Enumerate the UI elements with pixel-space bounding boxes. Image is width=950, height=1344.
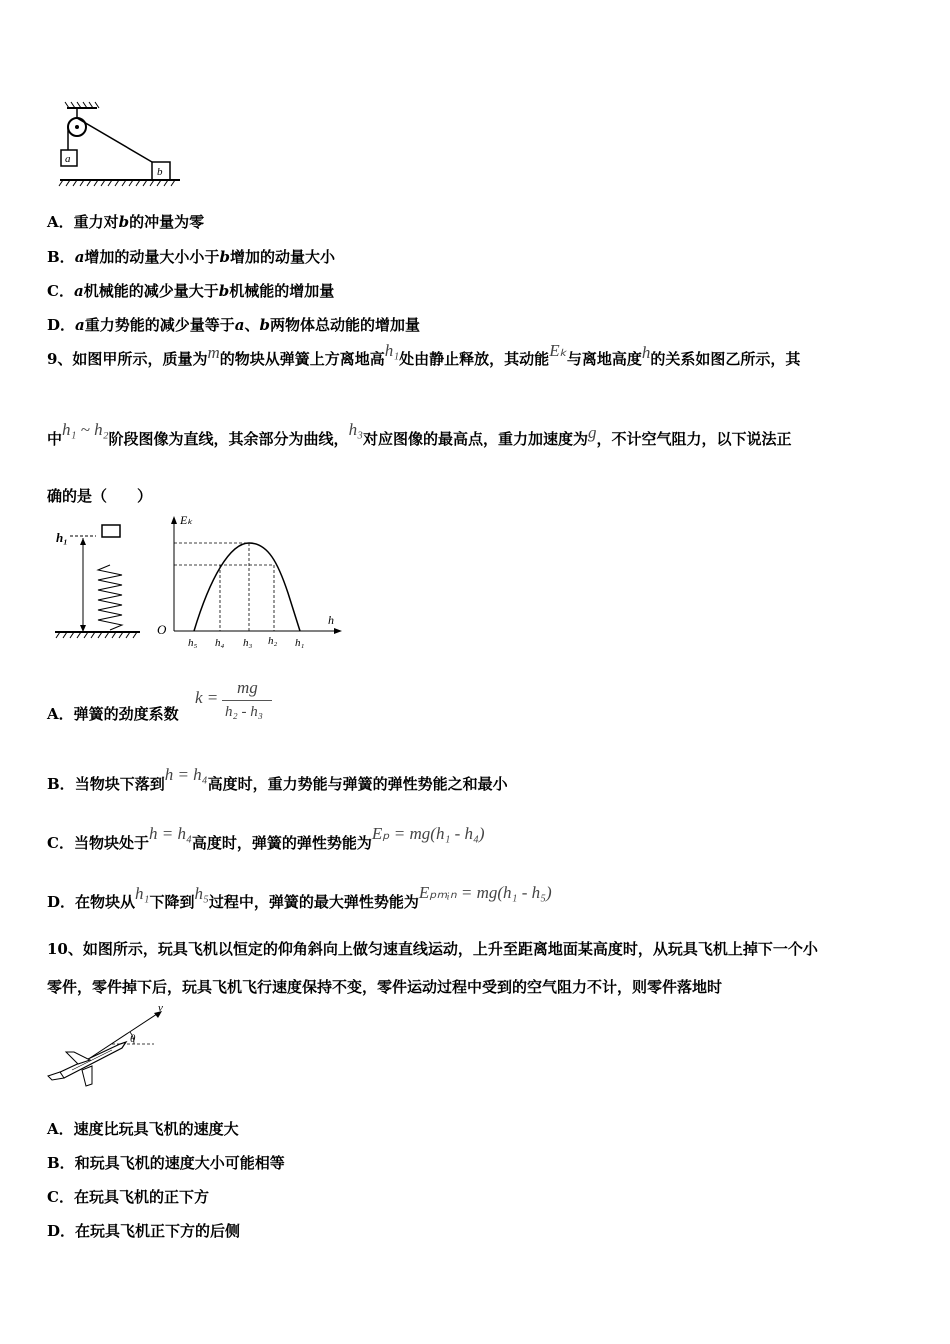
math-range: h₁ ~ h₂ bbox=[62, 420, 109, 439]
toy-plane-figure bbox=[42, 1000, 172, 1092]
stem-text: 处由静止释放，其动能 bbox=[399, 350, 550, 368]
separator: 、 bbox=[244, 316, 260, 334]
math-m: m bbox=[207, 343, 220, 362]
stem-text: 阶段图像为直线，其余部分为曲线， bbox=[108, 430, 349, 448]
option-text: 下降到 bbox=[149, 893, 195, 911]
formula-k bbox=[195, 678, 285, 728]
option-letter: C． bbox=[47, 282, 74, 300]
formula-h-h4: h = h₄ bbox=[148, 824, 192, 843]
formula-h-h4: h = h₄ bbox=[164, 765, 208, 784]
q9-option-a[interactable] bbox=[47, 703, 179, 724]
option-letter: B． bbox=[47, 1154, 75, 1172]
option-text: 高度时，重力势能与弹簧的弹性势能之和最小 bbox=[207, 775, 508, 793]
var-b: b bbox=[218, 282, 230, 300]
option-text: 两物体总动能的增加量 bbox=[270, 316, 421, 334]
var-a: a bbox=[234, 316, 245, 334]
option-text: 在玩具飞机的正下方 bbox=[73, 1188, 209, 1206]
block-a-label: a bbox=[65, 153, 71, 165]
q8-option-a[interactable] bbox=[47, 211, 204, 232]
q10-stem-line1: 10、如图所示，玩具飞机以恒定的仰角斜向上做匀速直线运动，上升至距离地面某高度时，从玩具飞机上掉下一个小 bbox=[47, 940, 818, 958]
q9-stem-line1 bbox=[47, 341, 801, 369]
option-text: 的冲量为零 bbox=[129, 213, 205, 231]
option-text: 在物块从 bbox=[75, 893, 136, 911]
q9-stem-line3: 确的是（ ） bbox=[47, 487, 153, 505]
var-a: a bbox=[73, 282, 84, 300]
tick-h1: h₁ bbox=[295, 637, 305, 649]
option-text: 在玩具飞机正下方的后侧 bbox=[75, 1222, 241, 1240]
option-text: 高度时，弹簧的弹性势能为 bbox=[191, 834, 372, 852]
math-h1: h₁ bbox=[135, 884, 150, 903]
stem-text: 9、如图甲所示，质量为 bbox=[47, 350, 208, 368]
velocity-label: v bbox=[158, 1002, 163, 1014]
option-letter: A． bbox=[47, 213, 74, 231]
q10-option-c[interactable] bbox=[47, 1186, 209, 1207]
pulley-figure bbox=[55, 100, 185, 192]
stem-text: ，不计空气阻力，以下说法正 bbox=[596, 430, 792, 448]
option-letter: C． bbox=[47, 1188, 74, 1206]
tick-h5: h₅ bbox=[188, 637, 198, 649]
option-letter: A． bbox=[47, 1120, 74, 1138]
math-h5: h₅ bbox=[194, 884, 209, 903]
option-text: 机械能的增加量 bbox=[229, 282, 335, 300]
option-text: 重力对 bbox=[73, 213, 119, 231]
q9-option-d[interactable] bbox=[47, 883, 552, 912]
option-letter: C． bbox=[47, 834, 74, 852]
var-a: a bbox=[74, 248, 85, 266]
formula-k-denominator: h₂ - h₃ bbox=[225, 704, 263, 720]
formula-k-numerator: mg bbox=[237, 678, 258, 697]
formula-k-lhs: k = bbox=[195, 688, 219, 707]
q9-option-c[interactable] bbox=[47, 824, 485, 853]
stem-text: 的关系如图乙所示，其 bbox=[650, 350, 801, 368]
option-letter: B． bbox=[47, 248, 75, 266]
option-letter: A． bbox=[47, 705, 74, 723]
option-text: 增加的动量大小小于 bbox=[84, 248, 220, 266]
q8-option-d[interactable] bbox=[47, 314, 420, 335]
option-text: 机械能的减少量大于 bbox=[83, 282, 219, 300]
option-text: 弹簧的劲度系数 bbox=[73, 705, 179, 723]
option-text: 当物块下落到 bbox=[74, 775, 165, 793]
formula-ep: Eₚ = mg(h₁ - h₄) bbox=[371, 824, 485, 843]
stem-text: 与离地高度 bbox=[566, 350, 642, 368]
option-letter: D． bbox=[47, 1222, 76, 1240]
y-axis-label: Eₖ bbox=[180, 513, 193, 527]
formula-ep-min: Eₚₘᵢₙ = mg(h₁ - h₅) bbox=[418, 883, 552, 902]
var-b: b bbox=[259, 316, 271, 334]
q8-option-b[interactable] bbox=[47, 246, 335, 267]
q10-stem-line2: 零件，零件掉下后，玩具飞机飞行速度保持不变，零件运动过程中受到的空气阻力不计，则零件落地时 bbox=[47, 978, 723, 996]
var-b: b bbox=[219, 248, 230, 266]
q10-option-d[interactable] bbox=[47, 1220, 240, 1241]
q10-option-a[interactable] bbox=[47, 1118, 239, 1139]
option-text: 速度比玩具飞机的速度大 bbox=[73, 1120, 239, 1138]
ek-h-graph bbox=[150, 508, 350, 653]
math-h1: h₁ bbox=[384, 341, 400, 360]
option-letter: D． bbox=[47, 893, 76, 911]
math-h3: h₃ bbox=[348, 420, 363, 439]
option-text: 过程中，弹簧的最大弹性势能为 bbox=[208, 893, 419, 911]
tick-h2: h₂ bbox=[268, 635, 278, 647]
option-text: 重力势能的减少量等于 bbox=[84, 316, 235, 334]
option-text: 增加的动量大小 bbox=[229, 248, 335, 266]
block-b-label: b bbox=[157, 166, 163, 178]
math-h: h bbox=[641, 343, 651, 362]
stem-text: 的物块从弹簧上方离地高 bbox=[219, 350, 385, 368]
theta-label: θ bbox=[130, 1033, 136, 1045]
var-b: b bbox=[118, 213, 130, 231]
option-letter: B． bbox=[47, 775, 75, 793]
q9-option-b[interactable] bbox=[47, 765, 508, 794]
var-a: a bbox=[75, 316, 85, 334]
stem-text: 对应图像的最高点，重力加速度为 bbox=[362, 430, 588, 448]
q9-stem-line2 bbox=[47, 420, 792, 449]
option-text: 和玩具飞机的速度大小可能相等 bbox=[74, 1154, 285, 1172]
stem-text: 中 bbox=[47, 430, 63, 448]
tick-h3: h₃ bbox=[243, 637, 253, 649]
tick-h4: h₄ bbox=[215, 637, 225, 649]
fraction-bar bbox=[222, 700, 272, 701]
option-letter: D． bbox=[47, 316, 76, 334]
q10-option-b[interactable] bbox=[47, 1152, 285, 1173]
x-axis-label: h bbox=[328, 613, 334, 627]
h1-label: h₁ bbox=[56, 530, 68, 545]
option-text: 当物块处于 bbox=[73, 834, 149, 852]
origin-label: O bbox=[157, 622, 167, 637]
math-g: g bbox=[588, 423, 597, 442]
spring-figure bbox=[50, 520, 150, 645]
math-ek: Eₖ bbox=[549, 341, 567, 360]
q8-option-c[interactable] bbox=[47, 280, 334, 301]
